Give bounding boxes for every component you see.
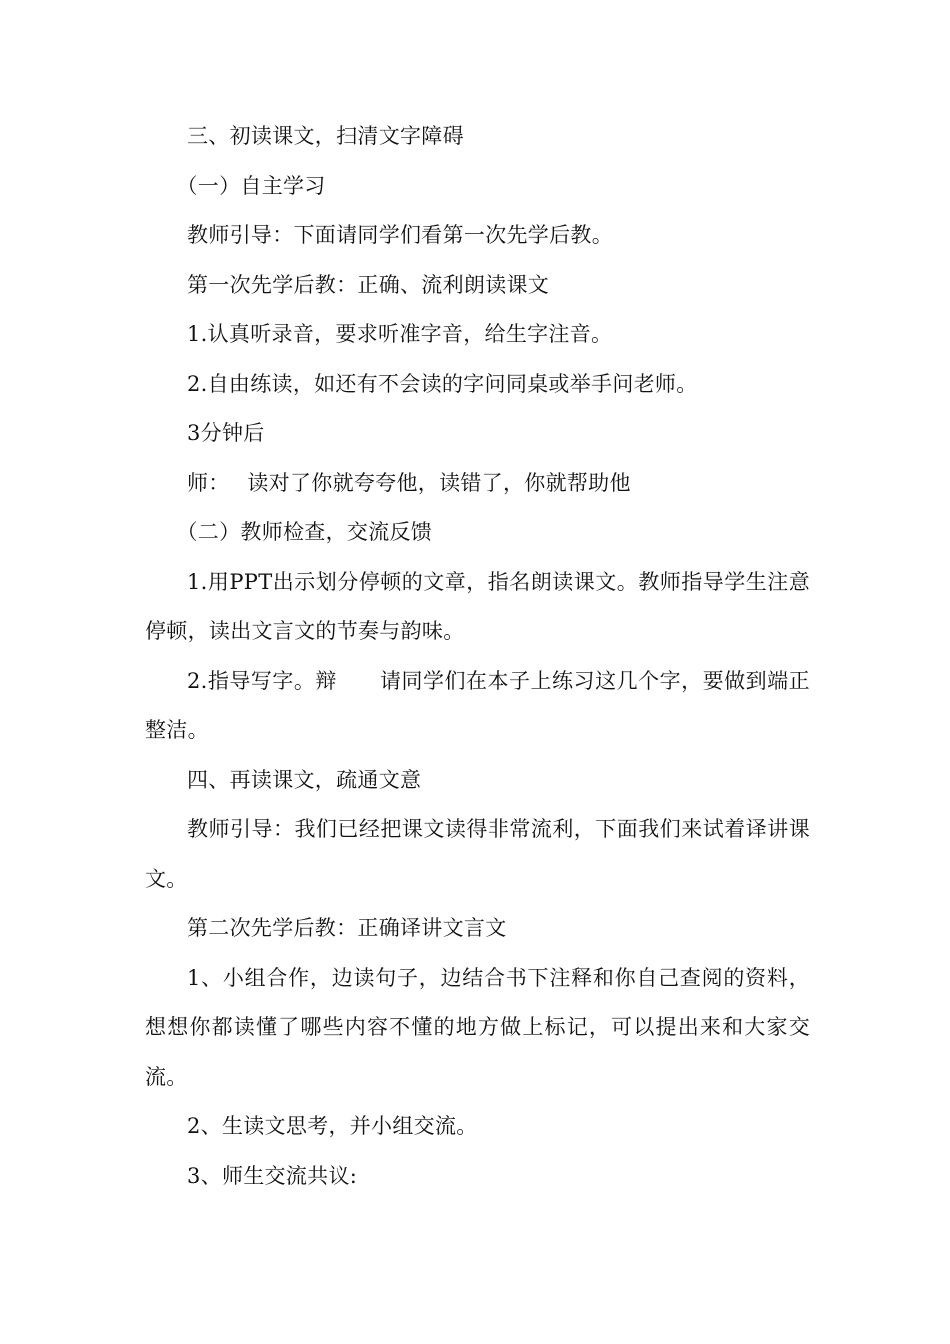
list-item-free-read: 2.自由练读，如还有不会读的字问同桌或举手问老师。 [187,371,698,396]
list-item-writing: 2.指导写字。辩 请同学们在本子上练习这几个字，要做到端正整洁。 [145,668,810,742]
document-body [145,112,810,1201]
list-item-group-work: 1、小组合作，边读句子，边结合书下注释和你自己查阅的资料，想想你都读懂了哪些内容不懂的地方做上标记，可以提出来和大家交流。 [145,965,810,1089]
list-item-discuss: 2、生读文思考，并小组交流。 [187,1114,478,1138]
subsection-heading-1: （一）自主学习 [176,173,326,198]
paragraph-first-learn: 第一次先学后教：正确、流利朗读课文 [187,272,550,297]
paragraph-teacher-guide-1: 教师引导：下面请同学们看第一次先学后教。 [187,223,613,247]
paragraph-second-learn: 第二次先学后教：正确译讲文言文 [187,916,507,940]
list-item-share: 3、师生交流共议: [187,1163,358,1188]
subsection-heading-2: （二）教师检查，交流反馈 [176,520,433,544]
list-item-ppt: 1.用PPT出示划分停顿的文章，指名朗读课文。教师指导学生注意停顿，读出文言文的节奏与韵味。 [145,569,810,643]
list-item-listen: 1.认真听录音，要求听准字音，给生字注音。 [187,322,613,346]
section-heading-4: 四、再读课文，疏通文意 [187,767,422,792]
section-heading-3: 三、初读课文，扫清文字障碍 [187,124,464,148]
paragraph-teacher-praise: 师： 读对了你就夸夸他，读错了，你就帮助他 [187,470,631,495]
paragraph-teacher-guide-2: 教师引导：我们已经把课文读得非常流利，下面我们来试着译讲课文。 [145,817,810,891]
paragraph-three-minutes: 3分钟后 [187,421,265,445]
